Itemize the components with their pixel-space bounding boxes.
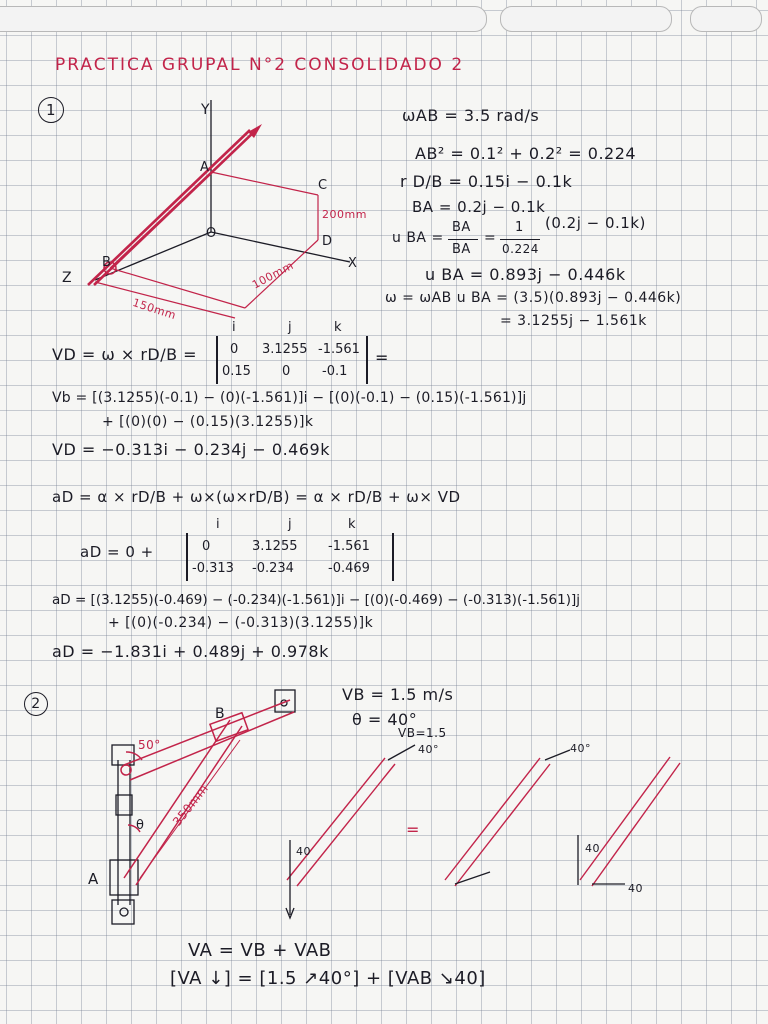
- vd-expansion-line2: + [(0)(0) − (0.15)(3.1255)]k: [102, 414, 314, 430]
- unit-vector-result: u BA = 0.893j − 0.446k: [425, 265, 626, 284]
- vector-arrow: [455, 872, 490, 884]
- label-y: Y: [201, 102, 211, 118]
- det-header-k: k: [334, 320, 342, 335]
- label-b: B: [102, 255, 112, 270]
- omega-vector-line1: ω = ωAB u BA = (3.5)(0.893j − 0.446k): [385, 290, 682, 306]
- det-header-k: k: [348, 517, 356, 532]
- angle-40: 40°: [418, 743, 439, 756]
- rod-sketch: [580, 757, 670, 880]
- det-cell: 0: [282, 364, 291, 379]
- label-d: D: [322, 234, 333, 249]
- equals-sign: =: [406, 820, 420, 839]
- given-r-db: r D/B = 0.15i − 0.1k: [400, 172, 573, 191]
- omega-vector-line2: = 3.1255j − 1.561k: [500, 313, 647, 329]
- dim-350mm: 350mm: [170, 781, 212, 829]
- given-theta: θ = 40°: [352, 710, 418, 729]
- det-cell: 0: [202, 539, 211, 554]
- ad-result: aD = −1.831i + 0.489j + 0.978k: [52, 642, 329, 661]
- angle-40: 40: [296, 845, 311, 858]
- unit-vector-equals: =: [484, 230, 497, 246]
- label-z: Z: [62, 270, 73, 286]
- det-header-i: i: [216, 517, 220, 532]
- dim-200mm: 200mm: [322, 208, 367, 221]
- angle-40: 40°: [570, 742, 591, 755]
- label-b: B: [215, 706, 226, 722]
- rod-sketch: [287, 758, 385, 880]
- given-ba-vector: BA = 0.2j − 0.1k: [412, 198, 546, 216]
- det-cell: -0.234: [252, 561, 294, 576]
- det-header-j: j: [288, 320, 292, 335]
- vd-result: VD = −0.313i − 0.234j − 0.469k: [52, 440, 330, 459]
- problem-number-1: 1: [38, 97, 64, 123]
- unit-vector-lhs: u BA =: [392, 230, 444, 246]
- ad-expansion-line2: + [(0)(-0.234) − (-0.313)(3.1255)]k: [108, 615, 374, 631]
- det-header-i: i: [232, 320, 236, 335]
- unit-vector-components: (0.2j − 0.1k): [545, 214, 646, 232]
- vd-lhs: VD = ω × rD/B =: [52, 345, 198, 364]
- ad-lhs: aD = 0 +: [80, 543, 154, 561]
- label-o: O: [206, 226, 217, 241]
- det-cell: -1.561: [328, 539, 370, 554]
- velocity-equation: VA = VB + VAB: [188, 940, 332, 961]
- given-omega-ab: ωAB = 3.5 rad/s: [402, 106, 540, 125]
- pivot-bracket: [275, 690, 295, 712]
- angle-40: 40: [628, 882, 643, 895]
- angle-50: 50°: [138, 738, 161, 752]
- vd-equals: =: [375, 348, 389, 367]
- fraction-num-1: 1: [515, 220, 524, 235]
- det-cell: -0.1: [322, 364, 348, 379]
- given-vb: VB = 1.5 m/s: [342, 685, 454, 704]
- label-x: X: [348, 256, 358, 271]
- angle-40: 40: [585, 842, 600, 855]
- label-c: C: [318, 178, 328, 193]
- fraction-den-0224: 0.224: [502, 242, 539, 256]
- label-a: A: [88, 870, 99, 888]
- det-cell: 0: [230, 342, 239, 357]
- rod-sketch: [455, 764, 550, 886]
- unit-vector-num: BA: [452, 220, 471, 235]
- label-theta: θ: [136, 818, 145, 833]
- label-a: A: [200, 160, 210, 175]
- det-cell: 3.1255: [252, 539, 298, 554]
- vb-label: VB=1.5: [398, 726, 447, 740]
- ad-expansion-line1: aD = [(3.1255)(-0.469) − (-0.234)(-1.561)]i − [(0)(-0.469) − (-0.313)(-1.561)]j: [52, 592, 581, 608]
- velocity-vector-equation: [VA ↓] = [1.5 ↗40°] + [VAB ↘40]: [170, 968, 486, 989]
- det-header-j: j: [288, 517, 292, 532]
- vector-arrow: [545, 750, 570, 760]
- det-cell: -0.469: [328, 561, 370, 576]
- unit-vector-den: BA: [452, 242, 471, 257]
- vb-arrow: [388, 745, 415, 760]
- dim-150mm: 150mm: [130, 296, 178, 323]
- pin: [120, 908, 128, 916]
- rod-sketch: [445, 758, 540, 880]
- det-cell: -0.313: [192, 561, 234, 576]
- page-title: PRACTICA GRUPAL N°2 CONSOLIDADO 2: [55, 55, 465, 75]
- det-cell: 3.1255: [262, 342, 308, 357]
- rod-sketch: [297, 764, 395, 886]
- given-ab-squared: AB² = 0.1² + 0.2² = 0.224: [415, 144, 637, 163]
- det-cell: 0.15: [222, 364, 251, 379]
- problem-number-2: 2: [24, 692, 48, 716]
- dim-100mm: 100mm: [250, 258, 296, 292]
- rod-sketch: [592, 763, 680, 886]
- lower-guide-block: [112, 900, 134, 924]
- vd-expansion-line1: Vb = [(3.1255)(-0.1) − (0)(-1.561)]i − [(0)(-0.1) − (0.15)(-1.561)]j: [52, 390, 527, 406]
- ad-equation: aD = α × rD/B + ω×(ω×rD/B) = α × rD/B + ω× VD: [52, 488, 461, 506]
- det-cell: -1.561: [318, 342, 360, 357]
